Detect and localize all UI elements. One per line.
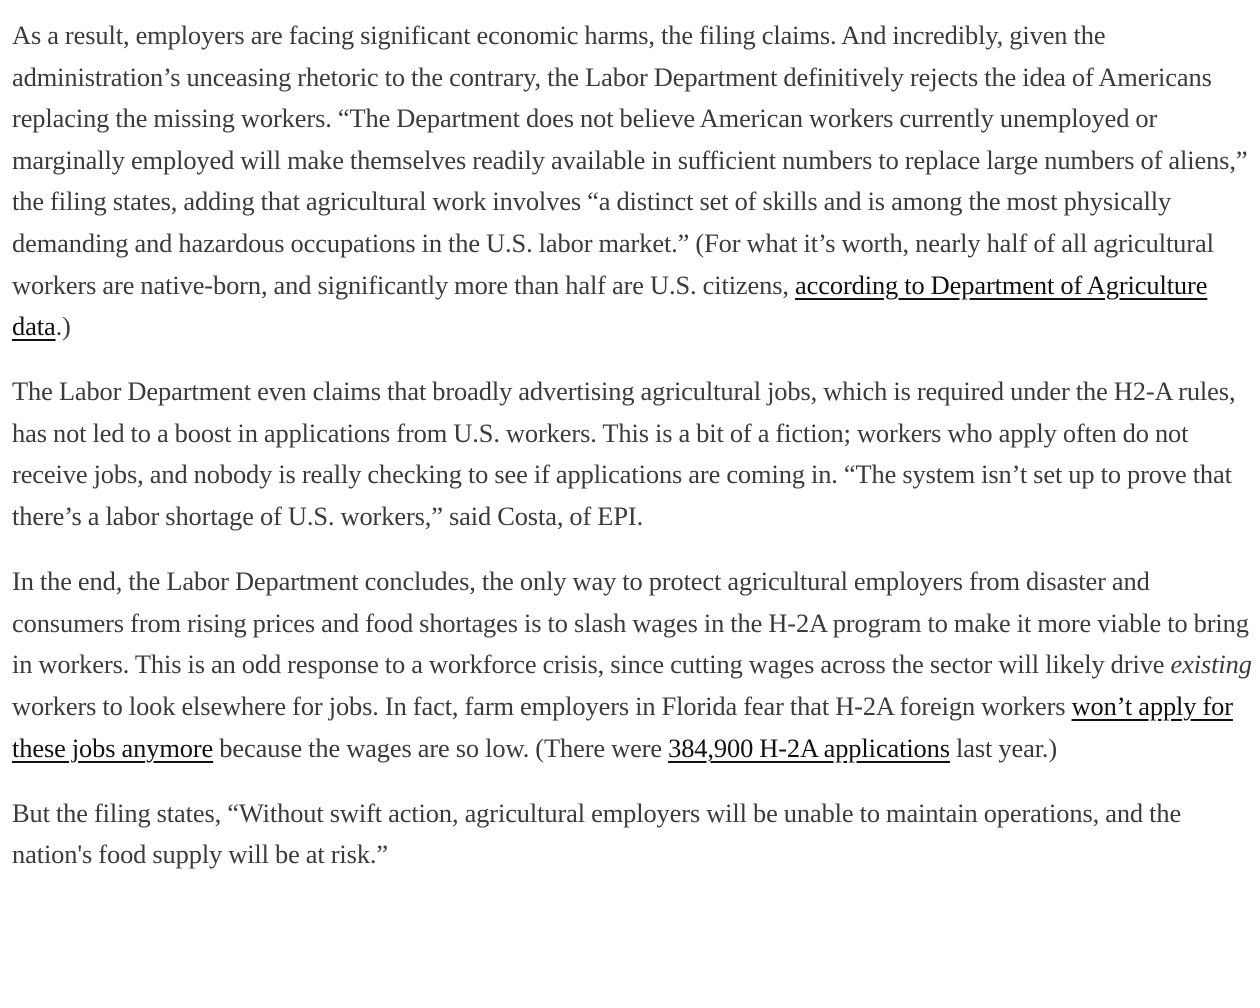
paragraph-text: because the wages are so low. (There were	[213, 732, 669, 763]
paragraph-wage-cuts	[12, 561, 1258, 769]
paragraph-text: The Labor Department even claims that broadly advertising agricultural jobs, which is required under the H2-A rules, has not led to a boost in applications from U.S. workers. This is a bit of a fiction; workers who apply often do not receive jobs, and nobody is really checking to see if applications are coming in. “The system isn’t set up to prove that there’s a labor shortage of U.S. workers,” said Costa, of EPI.	[12, 376, 1236, 532]
paragraph-text: .)	[55, 311, 71, 342]
paragraph-filing-quote	[12, 793, 1258, 876]
paragraph-economic-harms	[12, 15, 1258, 348]
paragraph-text: last year.)	[949, 732, 1058, 763]
paragraph-text: As a result, employers are facing significant economic harms, the filing claims. And incredibly, given the administration’s unceasing rhetoric to the contrary, the Labor Department definitively rejects the idea of Americans replacing the missing workers. “The Department does not believe American workers currently unemployed or marginally employed will make themselves readily available in sufficient numbers to replace large numbers of aliens,” the filing states, adding that agricultural work involves “a distinct set of skills and is among the most physically demanding and hazardous occupations in the U.S. labor market.” (For what it’s worth, nearly half of all agricultural workers are native-born, and significantly more than half are U.S. citizens,	[12, 20, 1248, 300]
emphasis-existing: existing	[1170, 649, 1252, 680]
paragraph-text: In the end, the Labor Department concludes, the only way to protect agricultural employers from disaster and consumers from rising prices and food shortages is to slash wages in the H-2A program to make it more viable to bring in workers. This is an odd response to a workforce crisis, since cutting wages across the sector will likely drive	[12, 566, 1249, 680]
link-wont-apply-for-jobs[interactable]: won’t apply for these jobs anymore	[12, 690, 1233, 763]
article-body	[12, 15, 1258, 899]
paragraph-text: workers to look elsewhere for jobs. In fact, farm employers in Florida fear that H-2A foreign workers	[12, 690, 1072, 721]
paragraph-text: But the filing states, “Without swift action, agricultural employers will be unable to maintain operations, and the nation's food supply will be at risk.”	[12, 797, 1182, 870]
link-h2a-applications[interactable]: 384,900 H-2A applications	[668, 732, 950, 763]
paragraph-advertising-claims	[12, 371, 1258, 537]
link-department-of-agriculture-data[interactable]: according to Department of Agriculture data	[12, 269, 1208, 342]
